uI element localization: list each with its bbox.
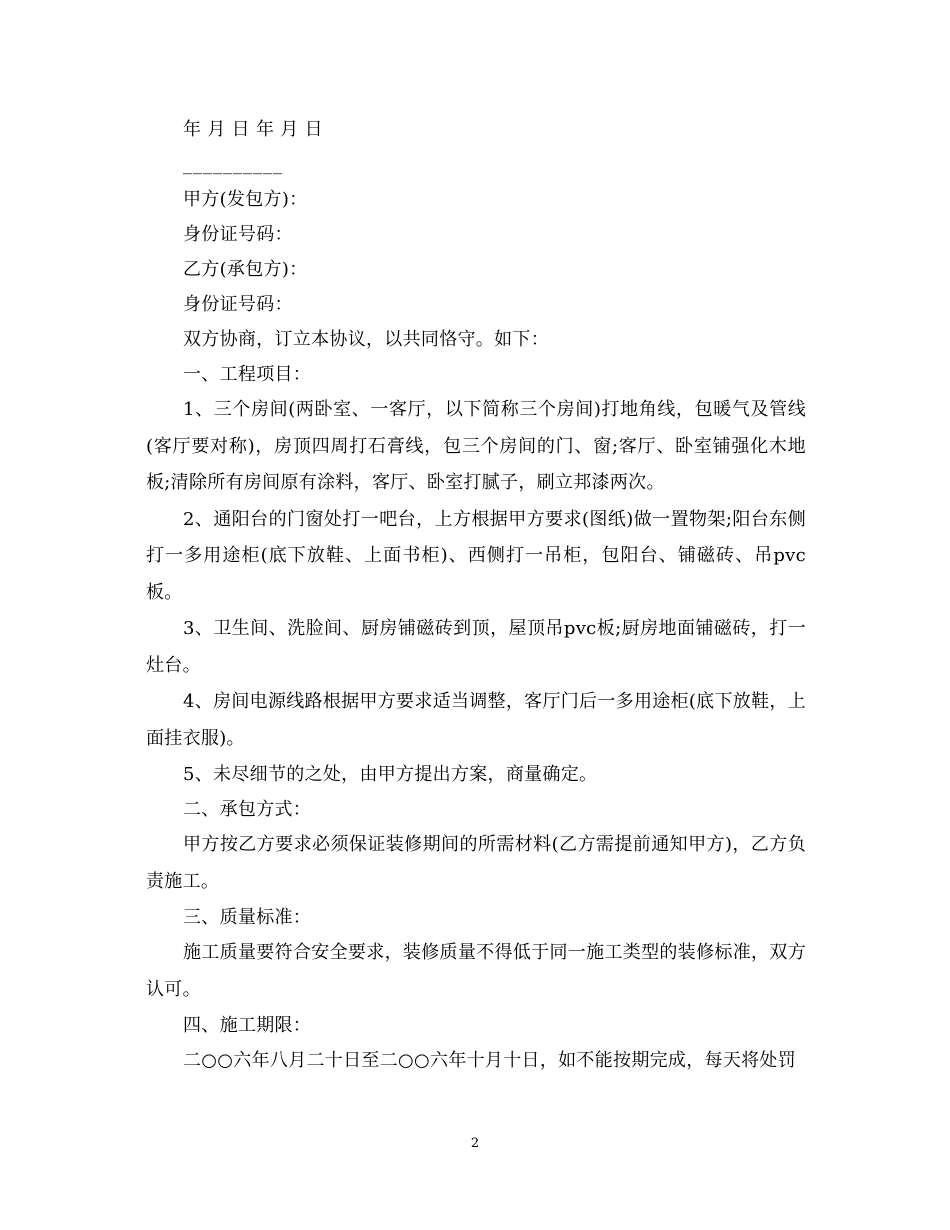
party-b-id-line: 身份证号码： <box>183 294 293 315</box>
project-item-2: 2、通阳台的门窗处打一吧台，上方根据甲方要求(图纸)做一置物架;阳台东侧打一多用途柜(底下放鞋、上面书柜)、西侧打一吊柜，包阳台、铺磁砖、吊pvc板。 <box>146 508 806 603</box>
agreement-intro: 双方协商，订立本协议，以共同恪守。如下： <box>183 329 549 350</box>
party-a-line: 甲方(发包方)： <box>183 189 308 210</box>
section-heading-contract-method: 二、承包方式： <box>183 799 312 820</box>
schedule-text: 二○○六年八月二十日至二○○六年十月十日，如不能按期完成，每天将处罚 <box>183 1050 797 1071</box>
party-a-id-line: 身份证号码： <box>183 224 293 245</box>
contract-method-text: 甲方按乙方要求必须保证装修期间的所需材料(乙方需提前通知甲方)，乙方负责施工。 <box>146 834 806 892</box>
project-item-3: 3、卫生间、洗脸间、厨房铺磁砖到顶，屋顶吊pvc板;厨房地面铺磁砖，打一灶台。 <box>146 618 806 676</box>
project-item-5: 5、未尽细节的之处，由甲方提出方案，商量确定。 <box>183 764 598 785</box>
section-heading-quality: 三、质量标准： <box>183 907 312 928</box>
document-body <box>146 112 806 1078</box>
section-heading-schedule: 四、施工期限： <box>183 1015 312 1036</box>
separator-line: __________ <box>183 154 283 175</box>
project-item-4: 4、房间电源线路根据甲方要求适当调整，客厅门后一多用途柜(底下放鞋，上面挂衣服)。 <box>146 691 806 749</box>
section-heading-project: 一、工程项目： <box>183 364 312 385</box>
quality-text: 施工质量要符合安全要求，装修质量不得低于同一施工类型的装修标准，双方认可。 <box>146 942 806 1000</box>
date-line: 年 月 日 年 月 日 <box>183 119 323 140</box>
party-b-line: 乙方(承包方)： <box>183 259 308 280</box>
project-item-1: 1、三个房间(两卧室、一客厅，以下简称三个房间)打地角线，包暖气及管线(客厅要对称)，房顶四周打石膏线，包三个房间的门、窗;客厅、卧室铺强化木地板;清除所有房间原有涂料，客厅、卧室打腻子，刷立邦漆两次。 <box>146 399 806 493</box>
page-number: 2 <box>470 1136 480 1151</box>
